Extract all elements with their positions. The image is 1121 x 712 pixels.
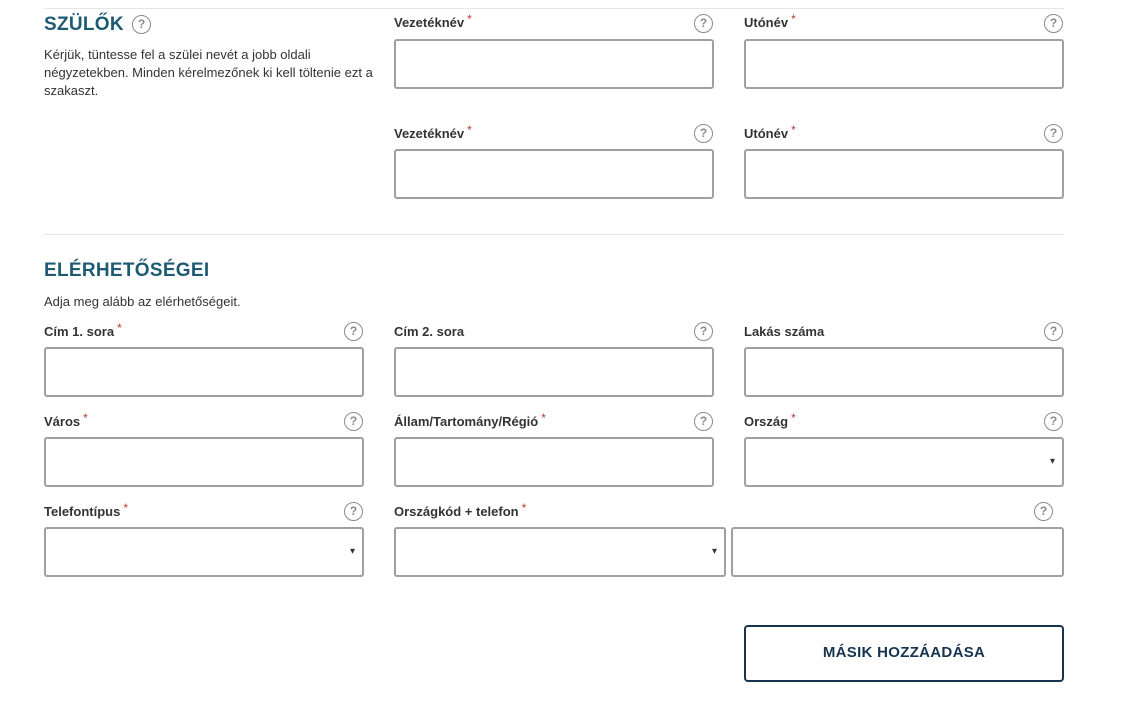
required-mark: * <box>467 12 472 26</box>
required-mark: * <box>83 411 88 425</box>
label-text: Ország <box>744 414 789 429</box>
required-mark: * <box>123 501 128 515</box>
address-line1-input[interactable] <box>44 347 364 397</box>
parent2-first-name-help-icon[interactable]: ? <box>1044 124 1063 143</box>
required-mark: * <box>541 411 546 425</box>
label-text: Telefontípus <box>44 504 121 519</box>
city-input[interactable] <box>44 437 364 487</box>
parent1-last-name-input[interactable] <box>394 39 714 89</box>
city-label <box>44 411 88 430</box>
phone-help-icon[interactable]: ? <box>1034 502 1053 521</box>
phone-type-select[interactable] <box>44 527 364 577</box>
phone-number-input[interactable] <box>731 527 1064 577</box>
parent1-last-name-label <box>394 12 472 31</box>
city-help-icon[interactable]: ? <box>344 412 363 431</box>
parent1-first-name-input[interactable] <box>744 39 1064 89</box>
parent1-first-name-help-icon[interactable]: ? <box>1044 14 1063 33</box>
label-text: Cím 1. sora <box>44 324 115 339</box>
apartment-number-help-icon[interactable]: ? <box>1044 322 1063 341</box>
label-text: Utónév <box>744 15 789 30</box>
label-text: Országkód + telefon <box>394 504 519 519</box>
required-mark: * <box>791 411 796 425</box>
country-help-icon[interactable]: ? <box>1044 412 1063 431</box>
address-line2-label <box>394 324 464 340</box>
top-divider <box>44 8 1064 9</box>
required-mark: * <box>117 321 122 335</box>
parents-section-description: Kérjük, tüntesse fel a szülei nevét a jobb oldali négyzetekben. Minden kérelmezőnek ki kell töltenie ezt a szakaszt. <box>44 47 373 98</box>
state-input[interactable] <box>394 437 714 487</box>
parent1-first-name-label <box>744 12 796 31</box>
apartment-number-input[interactable] <box>744 347 1064 397</box>
required-mark: * <box>791 12 796 26</box>
add-another-button[interactable]: MÁSIK HOZZÁADÁSA <box>744 625 1064 682</box>
section-divider <box>44 234 1064 235</box>
parent2-first-name-input[interactable] <box>744 149 1064 199</box>
label-text: Cím 2. sora <box>394 324 465 339</box>
chevron-down-icon: ▾ <box>1049 456 1055 467</box>
required-mark: * <box>521 501 527 515</box>
address-line1-help-icon[interactable]: ? <box>344 322 363 341</box>
label-text: Állam/Tartomány/Régió <box>394 414 539 429</box>
address-line1-label <box>44 321 122 340</box>
address-line2-input[interactable] <box>394 347 714 397</box>
contact-section-title: ELÉRHETŐSÉGEI <box>44 260 210 281</box>
apartment-number-label <box>744 324 824 340</box>
phone-label <box>394 501 527 520</box>
label-text: Utónév <box>744 126 789 141</box>
parents-help-icon[interactable]: ? <box>132 15 151 34</box>
parent2-last-name-input[interactable] <box>394 149 714 199</box>
parent1-last-name-help-icon[interactable]: ? <box>694 14 713 33</box>
parent2-last-name-help-icon[interactable]: ? <box>694 124 713 143</box>
country-select[interactable] <box>744 437 1064 487</box>
country-code-select[interactable] <box>394 527 726 577</box>
contact-section-description: Adja meg alább az elérhetőségeit. <box>44 294 241 309</box>
chevron-down-icon: ▾ <box>349 546 355 557</box>
country-label <box>744 411 796 430</box>
required-mark: * <box>791 123 796 137</box>
required-mark: * <box>467 123 472 137</box>
phone-type-label <box>44 501 128 520</box>
label-text: Lakás száma <box>744 324 825 339</box>
label-text: Város <box>44 414 81 429</box>
label-text: Vezetéknév <box>394 126 465 141</box>
parents-section-title: SZÜLŐK <box>44 14 124 35</box>
phone-type-help-icon[interactable]: ? <box>344 502 363 521</box>
parent2-first-name-label <box>744 123 796 142</box>
state-label <box>394 411 546 430</box>
chevron-down-icon: ▾ <box>711 546 717 557</box>
state-help-icon[interactable]: ? <box>694 412 713 431</box>
address-line2-help-icon[interactable]: ? <box>694 322 713 341</box>
parent2-last-name-label <box>394 123 472 142</box>
label-text: Vezetéknév <box>394 15 465 30</box>
